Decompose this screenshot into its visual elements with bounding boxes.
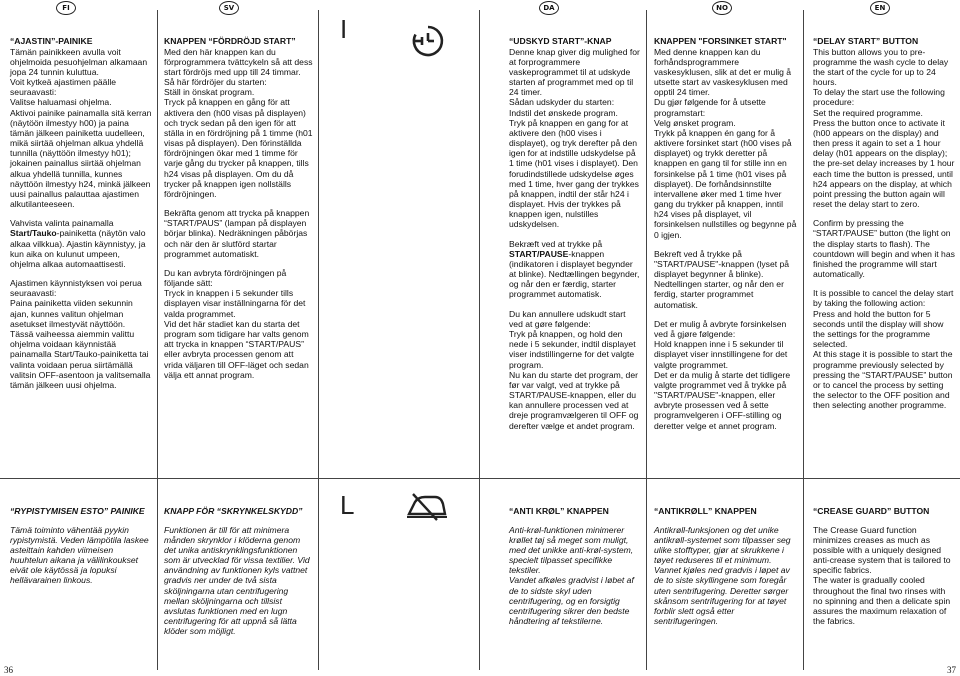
fi-delay-text: Tämän painikkeen avulla voit ohjelmoida pesuohjelman alkamaan jopa 24 tunnin kuluttua. Voit kytkeä ajastimen päälle seuraavasti: Valitse haluamasi ohjelma. Aktivoi painike painamalla sitä kerran (näytöön ilmestyy h00) ja paina tämän jälkeen painiketta uudelleen, mikä siirtää ohjelman alkua yhdellä tunnilla (näyttöön ilmestyy h01); jokainen painallus siirtää ohjelman alkua yhdellä tunnilla, kunnes näyttöön ilmestyy h24, minkä jälkeen uusi painallus palauttaa ajastimen alkutilanteeseen. bbox=[10, 46, 152, 210]
section-divider bbox=[0, 478, 960, 479]
no-crease-title: “ANTIKRØLL” KNAPPEN bbox=[654, 506, 757, 517]
page-number-left: 36 bbox=[4, 665, 13, 675]
en-cancel-text: It is possible to cancel the delay start by taking the following action: Press and hold the button for 5 seconds until the display will show the settings for the programme selected. At this stage it is possible to start the programme previously selected by pressing the “START/PAUSE” button or to cancel the process by setting the selector to the OFF position and then selecting another programme. bbox=[813, 288, 954, 411]
flag-da: DA bbox=[539, 1, 559, 15]
column-divider bbox=[157, 10, 158, 670]
fi-confirm-text: Vahvista valinta painamalla Start/Tauko-painiketta (näytön valo alkaa vilkkua). Ajastin käynnistyy, ja kun aika on kulunut umpeen, ohjelma alkaa automaattisesti. bbox=[10, 218, 148, 269]
sv-crease-text: Funktionen är till för att minimera månden skrynklor i klöderna genom det unika antiskrynklingsfunktionen som är utvecklad för vissa textilier. Vid användning av funktionen kyls vattnet gradvis ner under de två sista sköljningarna utan centrifugering mellan sköljningarna och tillsist avslutas funktionen med en lugn centrifugering för att uppnå så lätta klöder som möjligt. bbox=[164, 524, 313, 637]
page-number-right: 37 bbox=[947, 665, 956, 675]
clock-start-icon bbox=[411, 24, 445, 58]
en-delay-section bbox=[813, 16, 958, 474]
en-delay-text: This button allows you to pre-programme the wash cycle to delay the start of the cycle for up to 24 hours. To delay the start use the following procedure: Set the required programme. Press the button once to activate it (h00 appears on the display) and then press it again to set a 1 hour delay (h01 appears on the display); the pre-set delay increases by 1 hour each time the button is pressed, until h24 appears on the display, at which point pressing the button again will reset the delay start to zero. bbox=[813, 46, 955, 210]
sv-delay-title: KNAPPEN “FÖRDRÖJD START” bbox=[164, 36, 296, 47]
fi-crease-section bbox=[10, 486, 152, 656]
sv-cancel-text: Du kan avbryta fördröjningen på följande sätt: Tryck in knappen i 5 sekunder tills displayen visar inställningarna för det valda programmet. Vid det här stadiet kan du starta det program som tidigare har valts genom att trycka in knappen “START/PAUS” eller avbryta processen genom att vrida väljaren till OFF-läget och sedan välja ett annat program. bbox=[164, 267, 309, 380]
iron-icon bbox=[405, 492, 449, 522]
da-crease-title: “ANTI KRØL” KNAPPEN bbox=[509, 506, 609, 517]
da-delay-title: “UDSKYD START”-KNAP bbox=[509, 36, 612, 47]
no-delay-text: Med denne knappen kan du forhåndsprogrammere vaskesyklusen, slik at det er mulig å utsette start av vaskesyklusen med opptil 24 timer. Du gjør følgende for å utsette programstart: Velg ønsket program. Trykk på knappen én gang for å aktivere forsinket start (h00 vises på displayet) og trykk deretter på knappen en gang til for stille inn en forsinkelse på 1 time (h01 vises på displayet). De forhåndsinnstilte intervallene øker med 1 time hver gang du trykker på knappen, inntil h24 vises på displayet, vil forsinkelsen nullstilles og begynne på 0 igjen. bbox=[654, 46, 797, 240]
no-delay-title: KNAPPEN "FORSINKET START" bbox=[654, 36, 787, 47]
da-crease-section bbox=[509, 486, 641, 656]
no-crease-text: Antikrøll-funksjonen og det unike antikrøll-systemet som tilpasser seg ulike stofftyper, gjør at skrukkene i tøyet reduseres til et minimum. Vannet kjøles ned gradvis i løpet av de to siste skyllingene som foregår uten sentrifugering. Deretter sørger skånsom sentrifugering for at tøyet forblir slett også etter sentrifugeringen. bbox=[654, 524, 791, 627]
no-crease-section bbox=[654, 486, 799, 656]
fi-crease-text: Tämä toiminto vähentää pyykin rypistymistä. Veden lämpötila laskee asteittain kahden viimeisen huuhtelun aikana ja välilinkoukset eivät ole käytössä ja lopuksi hellävarainen linkous. bbox=[10, 524, 152, 586]
da-delay-text: Denne knap giver dig mulighed for at forprogrammere vaskeprogrammet til at udskyde starten af programmet med op til 24 timer. Sådan udskyder du starten: Indstil det ønskede program. Tryk på knappen en gang for at aktivere den (h00 vises i displayet), og tryk derefter på den igen for at indstille udskydelse på 1 time (h01 vises i displayet). Den forudindstillede udskydelse øges med 1 time, hver gang der trykkes på knappen, indtil der står h24 i displayet. Hvis der trykkes på knappen igen, nulstilles udskydelsen. bbox=[509, 46, 640, 230]
flag-sv: SV bbox=[219, 1, 239, 15]
fi-cancel-text: Ajastimen käynnistyksen voi perua seuraavasti: Paina painiketta viiden sekunnin ajan, kunnes valitun ohjelman asetukset ilmestyvät näyttöön. Tässä vaiheessa aiemmin valittu ohjelma voidaan käynnistää painamalla Start/Tauko-painiketta tai valinta voidaan perua siirtämällä valitsin OFF-asentoon ja valitsemalla tämän jälkeen uusi ohjelma. bbox=[10, 278, 151, 390]
sv-confirm-text: Bekräfta genom att trycka på knappen “START/PAUS” (lampan på displayen börjar blinka). Nedräkningen påbörjas och när den är slutförd startar programmet automatiskt. bbox=[164, 208, 312, 259]
sv-crease-section bbox=[164, 486, 314, 656]
no-delay-section bbox=[654, 16, 799, 474]
en-confirm-text: Confirm by pressing the “START/PAUSE” button (the light on the display starts to flash). The countdown will begin and when it has finished the programme will start automatically. bbox=[813, 218, 958, 280]
no-confirm-text: Bekreft ved å trykke på "START/PAUSE"-knappen (lyset på displayet begynner å blinke). Nedtellingen starter, og når den er ferdig, starter programmet automatisk. bbox=[654, 248, 792, 310]
en-crease-text: The Crease Guard function minimizes creases as much as possible with a uniquely designed anti-crease system that is tailored to specific fabrics. The water is gradually cooled throughout the final two rinses with no spinning and then a delicate spin assures the maximum relaxation of the fabrics. bbox=[813, 524, 951, 627]
column-divider bbox=[318, 10, 319, 670]
sv-crease-title: KNAPP FÖR “SKRYNKELSKYDD” bbox=[164, 506, 303, 517]
da-delay-section bbox=[509, 16, 641, 474]
column-divider bbox=[646, 10, 647, 670]
en-delay-title: “DELAY START” BUTTON bbox=[813, 36, 919, 47]
column-divider bbox=[803, 10, 804, 670]
no-cancel-text: Det er mulig å avbryte forsinkelsen ved å gjøre følgende: Hold knappen inne i 5 sekunder til displayet viser innstillingene for det valgte programmet. Det er da mulig å starte det tidligere valgte programmet ved å trykke på "START/PAUSE"-knappen, eller avbryte prosessen ved å sette programvelgeren i OFF-stilling og deretter velge et annet program. bbox=[654, 318, 791, 431]
da-confirm-text: Bekræft ved at trykke på START/PAUSE-knappen (indikatoren i displayet begynder at blinke). Nedtællingen begynder, og når den er færdig, starter programmet automatisk. bbox=[509, 238, 642, 300]
da-cancel-text: Du kan annullere udskudt start ved at gøre følgende: Tryk på knappen, og hold den nede i 5 sekunder, indtil displayet viser indstillingerne for det valgte program. Nu kan du starte det program, der før var valgt, ved at trykke på START/PAUSE-knappen, eller du kan annullere processen ved at dreje programvælgeren til OFF og derefter vælge et andet program. bbox=[509, 308, 639, 431]
column-divider bbox=[479, 10, 480, 670]
flag-fi: FI bbox=[56, 1, 76, 15]
sv-delay-text: Med den här knappen kan du förprogrammera tvättcykeln så att dess start fördröjs med upp till 24 timmar. Så här fördröjer du starten: Ställ in önskat program. Tryck på knappen en gång för att aktivera den (h00 visas på displayen) och tryck sedan på den igen för att ställa in en fördröjning på 1 timme (h01 visas på displayen). Den förinställda fördröjningen ökar med 1 timme för varje gång du trycker på knappen, tills h24 visas på displayen. Om du då trycker på knappen igen nollställs fördröjningen. bbox=[164, 46, 313, 199]
flag-en: EN bbox=[870, 1, 890, 15]
symbol-l: L bbox=[340, 490, 355, 520]
fi-delay-section bbox=[10, 16, 152, 474]
symbol-i: I bbox=[340, 14, 348, 44]
en-crease-title: “CREASE GUARD” BUTTON bbox=[813, 506, 930, 517]
da-crease-text: Anti-krøl-funktionen minimerer krøllet tøj så meget som muligt, med det unikke anti-krøl-system, specielt tilpasset specifikke tekstiler. Vandet afkøles gradvist i løbet af de to sidste skyl uden centrifugering, og en forsigtig centrifugering sikrer den bedste håndtering af tekstilerne. bbox=[509, 524, 634, 627]
sv-delay-section bbox=[164, 16, 314, 474]
fi-delay-title: “AJASTIN”-PAINIKE bbox=[10, 36, 93, 47]
fi-crease-title: “RYPISTYMISEN ESTO” PAINIKE bbox=[10, 506, 145, 517]
flag-no: NO bbox=[712, 1, 732, 15]
en-crease-section bbox=[813, 486, 955, 656]
